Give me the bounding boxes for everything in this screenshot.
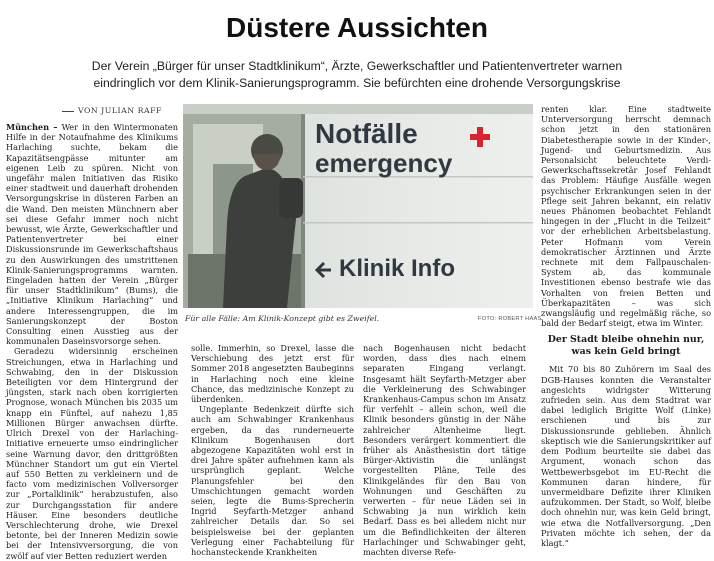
column-4 [541,104,711,548]
col2-paragraph-1: solle. Immerhin, so Drexel, lasse die Verschiebung des jetzt erst für Sommer 2018 angesetzten Baubeginns in Harlaching noch eine kleine Chance, das medizinische Konzept zu überdenken. [191,343,354,405]
dateline: München – [6,122,58,132]
col1-paragraph-2: Geradezu widersinnig erscheinen Streichungen, etwa in Harlaching und Schwabing, den in der Diskussion Beteiligten vor dem Hintergrund der jüngsten, stark nach oben korrigierten Prognose, wonach München bis 2035 um knapp ein Fünftel, auf nahezu 1,85 Millionen Bürger anwachsen dürfte. Ulrich Drexel von der Harlaching-Initiative erneuerte umso eindringlicher seine Warnung davor, den drittgrößten Münchner Standort um gut ein Viertel auf 550 Betten zu verkleinern und de facto vom medizinischen Vollversorger zur „Portalklinik“ herabzustufen, also zur Durchgangsstation für andere Häuser. Eine besonders deutliche Verschlechterung drohe, wie Drexel betonte, bei der Inneren Medizin sowie bei der Intensivversorgung, die von zwölf auf vier Betten reduziert werden [6,346,178,561]
sign-emergency: emergency [315,148,453,178]
arrow-left-icon [315,260,333,280]
photo-caption: Für alle Fälle: Am Klinik-Konzept gibt es Zweifel. [185,314,380,323]
byline-rule [62,111,74,112]
subheading: Der Stadt bleibe ohnehin nur, was kein Geld bringt [547,334,705,358]
byline [62,106,162,115]
col3-paragraph-1: nach Bogenhausen nicht bedacht worden, dass dies nach einem separaten Eingang verlangt. Insgesamt hält Seyfarth-Metzger aber die Verkleinerung des Schwabinger Krankenhaus-Campus schon im Ansatz für verfehlt – allein schon, weil die Klinik besonders günstig in der Nähe zahlreicher Altenheime liegt. Besonders verärgert kommentiert die früher als Anästhesistin dort tätige Bürger-Aktivistin die unlängst vorgestellten Pläne, Teile des Klinikgeländes für den Bau von Wohnungen und Geschäften zu verwerten – für neue Läden sei in Schwabing ja nun wirklich kein Bedarf. Dass es bei alledem nicht nur um die Befindlichkeiten der älteren Harlachinger und Schwabinger geht, machten diverse Refe- [363,343,526,558]
column-2 [191,343,354,558]
column-1 [6,122,178,561]
photo-credit: FOTO: ROBERT HAAS [478,316,542,322]
sign-notfaelle: Notfälle [315,118,418,149]
col4-paragraph-1: renten klar. Eine stadtweite Unterversorgung herrscht demnach schon jetzt in den stationären Diabetestherapie sowie in der Kinder-, Jugend- und Geburtsmedizin. Aus Personalsicht beleuchtete Verdi-Gewerkschaftssekretär Josef Fehlandt das Problem: Häufige Ausfälle wegen psychischer Erkrankungen seien in der Pflege seit Jahren bekannt, ein relativ neues Phänomen beobachtet Fehlandt hingegen in der „Flucht in die Teilzeit“ vor der erheblichen Arbeitsbelastung. Peter Hofmann vom Verein demokratischer Ärztinnen und Ärzte rechnete mit dem Fallpauschalen-System ab, das kommunale Investitionen ebenso bestrafe wie das Vorhalten von freien Betten und Überkapazitäten – was sich zwangsläufig und regelmäßig räche, so bald der Bedarf steigt, etwa im Winter. [541,104,711,329]
sign-klinik-info: Klinik Info [339,255,455,282]
byline-text: VON JULIAN RAFF [78,106,162,115]
deck: Der Verein „Bürger für unser Stadtklinikum“, Ärzte, Gewerkschaftler und Patientenvertreter warnen eindringlich vor dem Klinik-Sanierungsprogramm. Sie befürchten eine drohende Versorgungskrise [91,59,623,90]
col4-paragraph-2: Mit 70 bis 80 Zuhörern im Saal des DGB-Hauses konnten die Veranstalter angesichts widrigster Witterung zufrieden sein. Aus dem Stadtrat war dabei lediglich Brigitte Wolf (Linke) erschienen und bis zur Diskussionsrunde geblieben. Ähnlich skeptisch wie die Sanierungskritiker auf dem Podium beurteilte sie dabei das Argument, wonach schon das Wettbewerbsgebot im EU-Recht die Kommunen daran hindere, für unvermeidbare Defizite ihrer Kliniken aufzukommen. Der Stadt, so Wolf, bleibe doch ohnehin nur, was kein Geld bringt, wie etwa die Notfallversorgung. „Den Privaten möchte ich sehen, der da klagt.“ [541,364,711,548]
headline: Düstere Aussichten [226,12,488,43]
col1-p1-text: Wer in den Wintermonaten Hilfe in der Notaufnahme des Klinikums Harlaching suchte, bekam die Kapazitätsengpässe mitunter am eigenen Leib zu spüren. Nicht von ungefähr malen Initiativen das Risiko einer stadtweit und dauerhaft drohenden Versorgungskrise in düsteren Farben an die Wand. Den meisten Münchnern aber sei diese Gefahr immer noch nicht bewusst, wie Ärzte, Gewerkschaftler und Patientenvertreter bei einer Diskussionsrunde im Gewerkschaftshaus zu den Auswirkungen des umstrittenen Klinik-Sanierungsprogramms warnten. Eingeladen hatten der Verein „Bürger für unser Stadtklinikum“ (Bums), die „Initiative Klinikum Harlaching“ und andere Interessengruppen, die im Sanierungskonzept der Boston Consulting einen Ausstieg aus der kommunalen Daseinsvorsorge sehen. [6,122,178,347]
col2-paragraph-2: Ungeplante Bedenkzeit dürfte sich auch am Schwabinger Krankenhaus ergeben, da das runderneuerte Klinikum Bogenhausen dort abgezogene Kapazitäten wohl erst in drei Jahre später aufnehmen kann als ursprünglich geplant. Welche Planungsfehler bei den Umschichtungen gemacht worden seien, legte die Bums-Sprecherin Ingrid Seyfarth-Metzger anhand zahlreicher Details dar. So sei beispielsweise bei der geplanten Verlegung einer Fachabteilung für hochansteckende Krankheiten [191,404,354,558]
col1-paragraph-1 [6,122,178,346]
red-cross-icon [469,126,491,148]
column-3 [363,343,526,558]
article-photo [183,104,533,308]
